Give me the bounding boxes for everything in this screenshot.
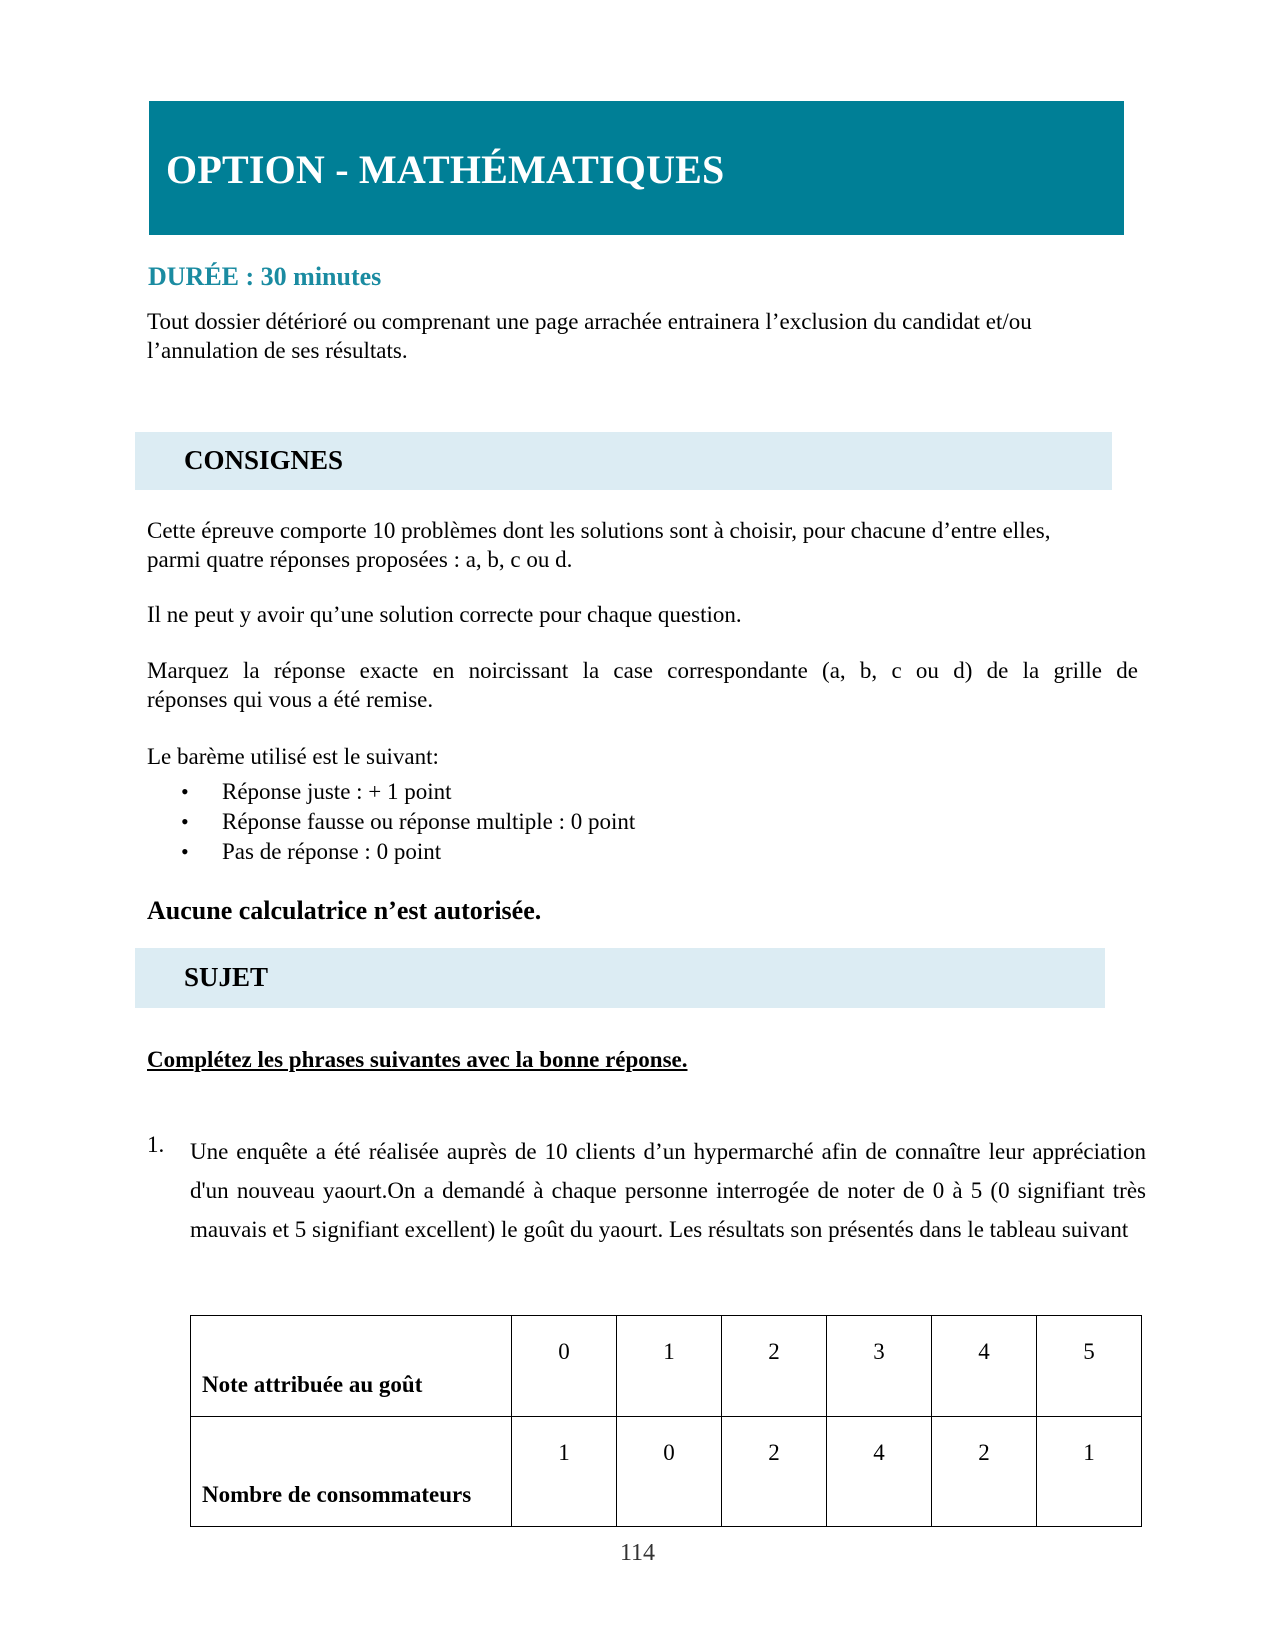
calculator-notice: Aucune calculatrice n’est autorisée. xyxy=(147,896,542,925)
list-item: • Réponse juste : + 1 point xyxy=(147,777,635,807)
sujet-instruction: Complétez les phrases suivantes avec la bonne réponse. xyxy=(147,1047,688,1072)
row-header-note: Note attribuée au goût xyxy=(191,1316,512,1417)
question-text: Une enquête a été réalisée auprès de 10 clients d’un hypermarché afin de connaître leur appréciation d'un nouveau yaourt.On a demandé à chaque personne interrogée de noter de 0 à 5 (0 signifiant très mauvais et 5 signifiant excellent) le goût du yaourt. Les résultats son présentés dans le tableau suivant xyxy=(190,1139,1146,1242)
warning-paragraph xyxy=(147,307,1147,365)
table-row xyxy=(191,1316,1142,1417)
list-item: • Pas de réponse : 0 point xyxy=(147,837,635,867)
table-cell: 0 xyxy=(512,1316,617,1417)
consignes-heading: CONSIGNES xyxy=(184,445,344,475)
consignes-p1-line-2: parmi quatre réponses proposées : a, b, c ou d. xyxy=(147,547,573,572)
table-cell: 4 xyxy=(827,1417,932,1527)
list-item: • Réponse fausse ou réponse multiple : 0 point xyxy=(147,807,635,837)
sujet-heading: SUJET xyxy=(184,962,269,992)
sujet-section-bar xyxy=(135,948,1105,1008)
table-cell: 1 xyxy=(617,1316,722,1417)
title-banner xyxy=(149,101,1124,235)
table-cell: 2 xyxy=(722,1316,827,1417)
row-header-consumers: Nombre de consommateurs xyxy=(191,1417,512,1527)
scale-list xyxy=(147,777,635,867)
scores-table xyxy=(190,1315,1142,1527)
table-cell: 2 xyxy=(722,1417,827,1527)
consignes-paragraph-2: Il ne peut y avoir qu’une solution correcte pour chaque question. xyxy=(147,602,742,627)
table-cell: 4 xyxy=(932,1316,1037,1417)
table-cell: 1 xyxy=(512,1417,617,1527)
page-number: 114 xyxy=(619,1540,656,1566)
consignes-section-bar xyxy=(135,432,1112,490)
consignes-p3-line-2: réponses qui vous a été remise. xyxy=(147,687,434,712)
warning-line-2: l’annulation de ses résultats. xyxy=(147,338,408,363)
warning-line-1: Tout dossier détérioré ou comprenant une page arrachée entrainera l’exclusion du candidat et/ou xyxy=(147,309,1032,334)
page-title: OPTION - MATHÉMATIQUES xyxy=(166,147,725,192)
question-number: 1. xyxy=(147,1132,165,1157)
consignes-paragraph-3 xyxy=(147,656,1138,714)
table-cell: 0 xyxy=(617,1417,722,1527)
consignes-p3-line-1: Marquez la réponse exacte en noircissant la case correspondante (a, b, c ou d) de la grille de xyxy=(147,658,1138,683)
table-row xyxy=(191,1417,1142,1527)
table-cell: 2 xyxy=(932,1417,1037,1527)
table-cell: 1 xyxy=(1037,1417,1142,1527)
table-cell: 3 xyxy=(827,1316,932,1417)
scale-intro: Le barème utilisé est le suivant: xyxy=(147,744,439,769)
consignes-p1-line-1: Cette épreuve comporte 10 problèmes dont les solutions sont à choisir, pour chacune d’entre elles, xyxy=(147,518,1051,543)
duration-label: DURÉE : 30 minutes xyxy=(148,262,382,291)
consignes-paragraph-1 xyxy=(147,516,1147,574)
table-cell: 5 xyxy=(1037,1316,1142,1417)
